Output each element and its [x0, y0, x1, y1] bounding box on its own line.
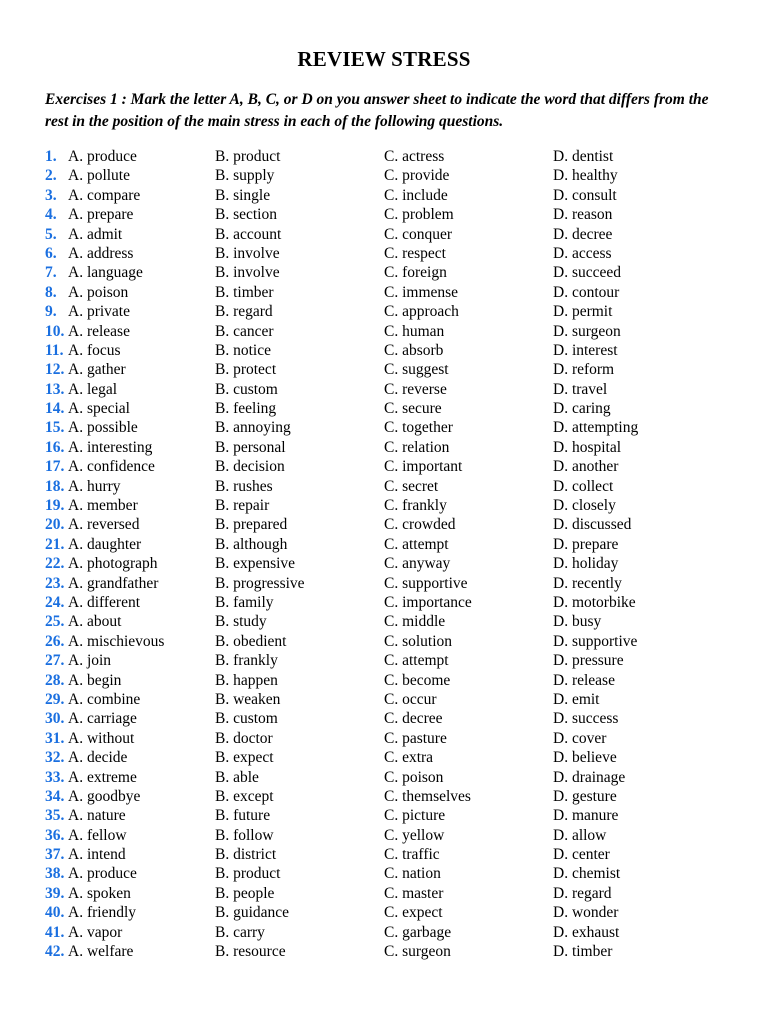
- option-c: C. supportive: [384, 574, 468, 592]
- question-row: [45, 496, 745, 515]
- option-d: D. prepare: [553, 535, 619, 553]
- option-b: B. progressive: [215, 574, 305, 592]
- option-d: D. another: [553, 458, 619, 476]
- question-row: [45, 729, 745, 748]
- question-row: [45, 380, 745, 399]
- option-a: A. admit: [68, 225, 123, 243]
- option-c: C. human: [384, 322, 445, 340]
- option-d: D. surgeon: [553, 322, 621, 340]
- option-b: B. protect: [215, 361, 277, 379]
- option-d: D. consult: [553, 186, 617, 204]
- option-a: A. vapor: [68, 923, 123, 941]
- question-number: 15.: [45, 419, 65, 437]
- question-row: [45, 709, 745, 728]
- option-d: D. motorbike: [553, 593, 636, 611]
- option-a: A. possible: [68, 419, 138, 437]
- option-c: C. immense: [384, 283, 459, 301]
- question-row: [45, 418, 745, 437]
- option-c: C. suggest: [384, 361, 449, 379]
- option-b: B. decision: [215, 458, 285, 476]
- question-number: 41.: [45, 923, 65, 941]
- question-row: [45, 574, 745, 593]
- option-a: A. private: [68, 303, 130, 321]
- option-b: B. regard: [215, 303, 273, 321]
- option-d: D. believe: [553, 749, 617, 767]
- question-row: [45, 399, 745, 418]
- option-c: C. attempt: [384, 652, 449, 670]
- option-a: A. without: [68, 729, 135, 747]
- option-a: A. gather: [68, 361, 126, 379]
- option-d: D. closely: [553, 497, 616, 515]
- option-a: A. reversed: [68, 516, 140, 534]
- question-number: 36.: [45, 826, 65, 844]
- question-number: 34.: [45, 787, 65, 805]
- option-d: D. wonder: [553, 904, 619, 922]
- option-b: B. personal: [215, 438, 286, 456]
- option-d: D. cover: [553, 729, 607, 747]
- option-b: B. supply: [215, 167, 275, 185]
- question-row: [45, 671, 745, 690]
- question-row: [45, 457, 745, 476]
- option-a: A. photograph: [68, 555, 158, 573]
- option-c: C. become: [384, 671, 451, 689]
- option-a: A. carriage: [68, 710, 137, 728]
- question-row: [45, 942, 745, 961]
- option-c: C. garbage: [384, 923, 452, 941]
- option-c: C. surgeon: [384, 943, 451, 961]
- option-b: B. involve: [215, 264, 280, 282]
- option-a: A. interesting: [68, 438, 153, 456]
- question-row: [45, 651, 745, 670]
- question-number: 30.: [45, 710, 65, 728]
- option-a: A. combine: [68, 690, 141, 708]
- option-d: D. regard: [553, 884, 612, 902]
- option-d: D. release: [553, 671, 615, 689]
- option-b: B. rushes: [215, 477, 273, 495]
- option-c: C. occur: [384, 690, 437, 708]
- question-row: [45, 438, 745, 457]
- question-number: 11.: [45, 341, 64, 359]
- option-d: D. reason: [553, 206, 613, 224]
- option-c: C. anyway: [384, 555, 451, 573]
- option-c: C. include: [384, 186, 448, 204]
- question-row: [45, 515, 745, 534]
- option-d: D. exhaust: [553, 923, 620, 941]
- option-b: B. study: [215, 613, 267, 631]
- question-number: 22.: [45, 555, 65, 573]
- question-row: [45, 632, 745, 651]
- option-a: A. produce: [68, 148, 137, 165]
- question-number: 7.: [45, 264, 57, 282]
- option-c: C. together: [384, 419, 453, 437]
- question-row: [45, 322, 745, 341]
- option-d: D. access: [553, 244, 612, 262]
- question-number: 31.: [45, 729, 65, 747]
- option-a: A. extreme: [68, 768, 137, 786]
- option-d: D. reform: [553, 361, 615, 379]
- option-d: D. permit: [553, 303, 613, 321]
- option-b: B. account: [215, 225, 282, 243]
- question-row: [45, 864, 745, 883]
- question-row: [45, 186, 745, 205]
- option-d: D. interest: [553, 341, 618, 359]
- option-b: B. guidance: [215, 904, 290, 922]
- question-row: [45, 477, 745, 496]
- option-b: B. timber: [215, 283, 274, 301]
- option-b: B. product: [215, 148, 281, 165]
- option-c: C. pasture: [384, 729, 447, 747]
- question-row: [45, 535, 745, 554]
- option-a: A. goodbye: [68, 787, 141, 805]
- option-c: C. picture: [384, 807, 446, 825]
- option-d: D. travel: [553, 380, 608, 398]
- option-c: C. nation: [384, 865, 441, 883]
- question-number: 10.: [45, 322, 65, 340]
- question-number: 9.: [45, 303, 57, 321]
- question-row: [45, 205, 745, 224]
- question-number: 21.: [45, 535, 65, 553]
- question-number: 3.: [45, 186, 57, 204]
- option-a: A. daughter: [68, 535, 142, 553]
- question-row: [45, 263, 745, 282]
- option-b: B. product: [215, 865, 281, 883]
- option-b: B. section: [215, 206, 277, 224]
- option-b: B. custom: [215, 710, 278, 728]
- option-b: B. family: [215, 593, 274, 611]
- option-d: D. holiday: [553, 555, 619, 573]
- question-row: [45, 884, 745, 903]
- option-a: A. release: [68, 322, 130, 340]
- option-c: C. decree: [384, 710, 443, 728]
- option-b: B. obedient: [215, 632, 287, 650]
- question-list: [45, 147, 745, 961]
- question-number: 35.: [45, 807, 65, 825]
- option-a: A. about: [68, 613, 122, 631]
- question-number: 42.: [45, 943, 65, 961]
- question-number: 29.: [45, 690, 65, 708]
- option-d: D. allow: [553, 826, 607, 844]
- option-b: B. happen: [215, 671, 278, 689]
- question-number: 8.: [45, 283, 57, 301]
- option-c: C. yellow: [384, 826, 445, 844]
- option-b: B. doctor: [215, 729, 273, 747]
- option-d: D. hospital: [553, 438, 622, 456]
- option-d: D. discussed: [553, 516, 632, 534]
- question-number: 2.: [45, 167, 57, 185]
- option-a: A. poison: [68, 283, 129, 301]
- question-row: [45, 166, 745, 185]
- question-row: [45, 225, 745, 244]
- question-number: 24.: [45, 593, 65, 611]
- option-b: B. repair: [215, 497, 270, 515]
- option-a: A. spoken: [68, 884, 131, 902]
- option-a: A. decide: [68, 749, 128, 767]
- option-b: B. follow: [215, 826, 274, 844]
- question-row: [45, 612, 745, 631]
- option-a: A. different: [68, 593, 141, 611]
- option-b: B. frankly: [215, 652, 278, 670]
- option-a: A. intend: [68, 846, 126, 864]
- option-c: C. actress: [384, 148, 445, 165]
- question-row: [45, 283, 745, 302]
- question-number: 14.: [45, 400, 65, 418]
- question-row: [45, 806, 745, 825]
- option-c: C. expect: [384, 904, 443, 922]
- question-number: 32.: [45, 749, 65, 767]
- option-a: A. special: [68, 400, 130, 418]
- option-a: A. focus: [68, 341, 121, 359]
- question-number: 4.: [45, 206, 57, 224]
- option-d: D. attempting: [553, 419, 639, 437]
- option-a: A. fellow: [68, 826, 127, 844]
- question-row: [45, 903, 745, 922]
- option-d: D. succeed: [553, 264, 621, 282]
- option-c: C. solution: [384, 632, 453, 650]
- question-number: 17.: [45, 458, 65, 476]
- option-a: A. hurry: [68, 477, 121, 495]
- option-c: C. important: [384, 458, 463, 476]
- question-row: [45, 302, 745, 321]
- option-b: B. prepared: [215, 516, 288, 534]
- option-c: C. extra: [384, 749, 434, 767]
- option-d: D. manure: [553, 807, 619, 825]
- option-d: D. collect: [553, 477, 614, 495]
- option-d: D. dentist: [553, 148, 614, 165]
- question-row: [45, 147, 745, 166]
- option-c: C. respect: [384, 244, 446, 262]
- option-b: B. notice: [215, 341, 271, 359]
- question-row: [45, 845, 745, 864]
- option-d: D. supportive: [553, 632, 638, 650]
- option-b: B. future: [215, 807, 271, 825]
- question-number: 25.: [45, 613, 65, 631]
- option-c: C. conquer: [384, 225, 453, 243]
- question-number: 1.: [45, 148, 57, 165]
- option-d: D. recently: [553, 574, 622, 592]
- option-a: A. language: [68, 264, 143, 282]
- option-b: B. involve: [215, 244, 280, 262]
- option-a: A. produce: [68, 865, 137, 883]
- option-d: D. decree: [553, 225, 613, 243]
- option-c: C. problem: [384, 206, 454, 224]
- question-row: [45, 341, 745, 360]
- option-b: B. expensive: [215, 555, 296, 573]
- question-number: 13.: [45, 380, 65, 398]
- option-d: D. healthy: [553, 167, 618, 185]
- option-c: C. themselves: [384, 787, 471, 805]
- option-c: C. traffic: [384, 846, 440, 864]
- option-d: D. gesture: [553, 787, 617, 805]
- option-b: B. cancer: [215, 322, 274, 340]
- question-number: 28.: [45, 671, 65, 689]
- question-row: [45, 554, 745, 573]
- option-a: A. join: [68, 652, 112, 670]
- option-a: A. confidence: [68, 458, 155, 476]
- question-number: 19.: [45, 497, 65, 515]
- option-c: C. foreign: [384, 264, 447, 282]
- question-number: 20.: [45, 516, 65, 534]
- question-number: 6.: [45, 244, 57, 262]
- option-b: B. custom: [215, 380, 278, 398]
- question-number: 38.: [45, 865, 65, 883]
- option-c: C. provide: [384, 167, 450, 185]
- option-c: C. approach: [384, 303, 459, 321]
- question-row: [45, 244, 745, 263]
- option-c: C. poison: [384, 768, 444, 786]
- option-b: B. although: [215, 535, 288, 553]
- option-c: C. importance: [384, 593, 472, 611]
- option-c: C. relation: [384, 438, 450, 456]
- question-number: 5.: [45, 225, 57, 243]
- question-row: [45, 690, 745, 709]
- question-row: [45, 768, 745, 787]
- option-d: D. pressure: [553, 652, 624, 670]
- option-c: C. crowded: [384, 516, 456, 534]
- option-a: A. nature: [68, 807, 126, 825]
- option-d: D. timber: [553, 943, 613, 961]
- option-c: C. reverse: [384, 380, 447, 398]
- question-number: 26.: [45, 632, 65, 650]
- option-d: D. caring: [553, 400, 611, 418]
- option-a: A. friendly: [68, 904, 137, 922]
- question-number: 37.: [45, 846, 65, 864]
- option-a: A. begin: [68, 671, 122, 689]
- question-row: [45, 360, 745, 379]
- question-number: 39.: [45, 884, 65, 902]
- option-c: C. middle: [384, 613, 446, 631]
- option-c: C. secret: [384, 477, 439, 495]
- option-a: A. welfare: [68, 943, 134, 961]
- exercise-instructions: Exercises 1 : Mark the letter A, B, C, or D on you answer sheet to indicate the word that differs from the rest in the position of the main stress in each of the following questions.: [45, 91, 709, 130]
- option-a: A. pollute: [68, 167, 130, 185]
- option-a: A. legal: [68, 380, 118, 398]
- option-d: D. drainage: [553, 768, 626, 786]
- option-a: A. compare: [68, 186, 141, 204]
- option-b: B. expect: [215, 749, 274, 767]
- option-d: D. success: [553, 710, 619, 728]
- option-d: D. center: [553, 846, 610, 864]
- question-number: 40.: [45, 904, 65, 922]
- option-c: C. secure: [384, 400, 442, 418]
- option-b: B. weaken: [215, 690, 281, 708]
- option-b: B. feeling: [215, 400, 277, 418]
- option-a: A. prepare: [68, 206, 134, 224]
- question-row: [45, 826, 745, 845]
- option-a: A. member: [68, 497, 138, 515]
- option-b: B. carry: [215, 923, 265, 941]
- option-a: A. grandfather: [68, 574, 159, 592]
- question-number: 12.: [45, 361, 65, 379]
- question-number: 27.: [45, 652, 65, 670]
- question-number: 16.: [45, 438, 65, 456]
- option-d: D. contour: [553, 283, 620, 301]
- question-row: [45, 593, 745, 612]
- option-b: B. people: [215, 884, 275, 902]
- question-row: [45, 748, 745, 767]
- option-b: B. district: [215, 846, 277, 864]
- option-b: B. annoying: [215, 419, 291, 437]
- question-number: 23.: [45, 574, 65, 592]
- option-d: D. chemist: [553, 865, 621, 883]
- option-c: C. frankly: [384, 497, 447, 515]
- option-b: B. single: [215, 186, 271, 204]
- option-d: D. emit: [553, 690, 600, 708]
- option-a: A. mischievous: [68, 632, 165, 650]
- option-a: A. address: [68, 244, 134, 262]
- question-number: 33.: [45, 768, 65, 786]
- question-number: 18.: [45, 477, 65, 495]
- option-d: D. busy: [553, 613, 602, 631]
- question-row: [45, 787, 745, 806]
- option-b: B. able: [215, 768, 259, 786]
- option-c: C. master: [384, 884, 444, 902]
- option-b: B. except: [215, 787, 274, 805]
- option-c: C. absorb: [384, 341, 444, 359]
- page-title: REVIEW STRESS: [297, 47, 471, 71]
- question-row: [45, 923, 745, 942]
- option-c: C. attempt: [384, 535, 449, 553]
- option-b: B. resource: [215, 943, 286, 961]
